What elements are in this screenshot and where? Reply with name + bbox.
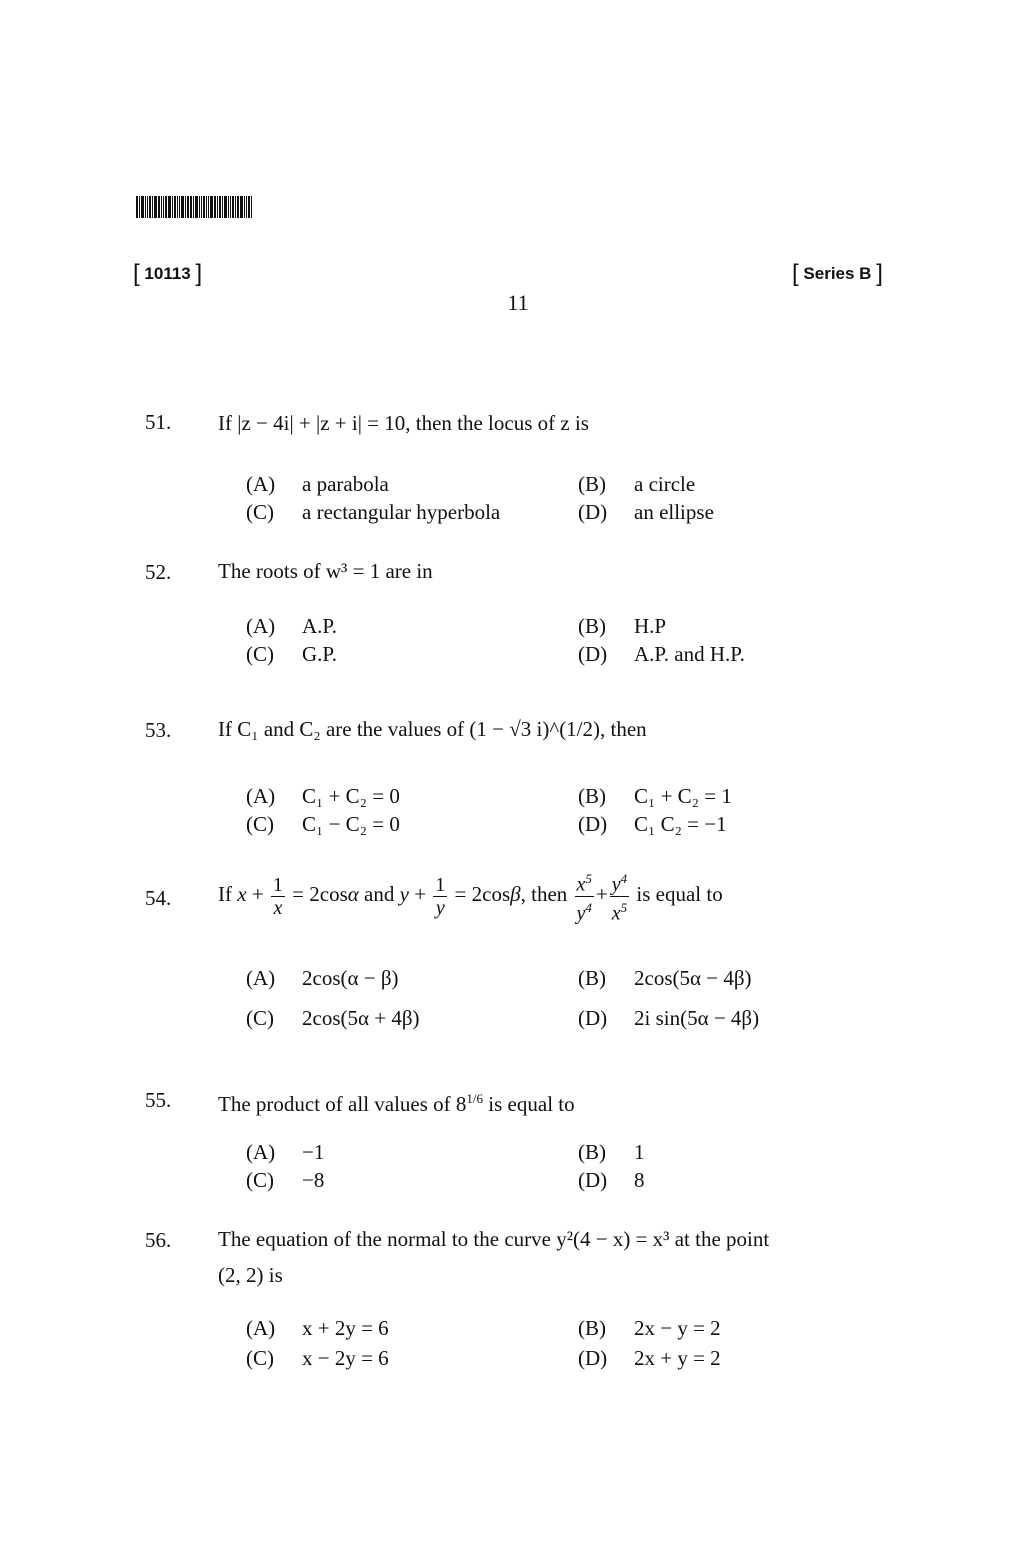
series-label: [ Series B ] (792, 260, 883, 287)
question-text: If |z − 4i| + |z + i| = 10, then the locus of z is (218, 411, 589, 435)
fraction: $\frac{1}{y}$ (435, 873, 446, 919)
option: (B) 1 (578, 1140, 645, 1164)
question-text-line1: The equation of the normal to the curve y²(4 − x) = x³ at the point (218, 1227, 770, 1251)
page-number: 11 (507, 290, 529, 315)
option: (A) C₁ + C₂ = 0 (246, 784, 400, 808)
option: (C) x − 2y = 6 (246, 1346, 389, 1370)
option: (B) 2cos(5α − 4β) (578, 966, 752, 990)
question-text-line2: (2, 2) is (218, 1263, 283, 1287)
option: (A) −1 (246, 1140, 325, 1164)
fraction: $\frac{y^4}{x^5}$ (610, 868, 629, 924)
option: (B) a circle (578, 472, 696, 496)
question-number: 52. (145, 560, 172, 584)
option: (B) 2x − y = 2 (578, 1316, 721, 1340)
paper-code: [ 10113 ] (133, 260, 203, 287)
paper-code-value: 10113 (144, 264, 191, 283)
question-number: 51. (145, 410, 172, 434)
option: (C) −8 (246, 1168, 325, 1192)
option: (C) G.P. (246, 642, 338, 666)
series-value: Series B (803, 264, 872, 283)
question-number: 56. (145, 1228, 172, 1252)
option: (C) 2cos(5α + 4β) (246, 1006, 420, 1030)
option: (A) x + 2y = 6 (246, 1316, 389, 1340)
option: (D) 2x + y = 2 (578, 1346, 721, 1370)
option: (D) an ellipse (578, 500, 714, 524)
option: (B) C₁ + C₂ = 1 (578, 784, 732, 808)
question-number: 55. (145, 1088, 172, 1112)
option: (A) A.P. (246, 614, 338, 638)
question-text: The product of all values of $8^{1/6}$ is equal to (218, 1091, 575, 1116)
option: (C) a rectangular hyperbola (246, 500, 501, 524)
option: (C) C₁ − C₂ = 0 (246, 812, 400, 836)
question-number: 54. (145, 886, 172, 910)
question-text: If C₁ and C₂ are the values of (1 − √3 i)^(1/2), then (218, 717, 647, 741)
option: (B) H.P (578, 614, 667, 638)
question-number: 53. (145, 718, 172, 742)
option: (D) 2i sin(5α − 4β) (578, 1006, 760, 1030)
barcode (136, 196, 300, 218)
question-text: The roots of w³ = 1 are in (218, 559, 433, 583)
option: (D) C₁ C₂ = −1 (578, 812, 727, 836)
fraction: $\frac{x^5}{y^4}$ (575, 868, 594, 924)
option: (A) 2cos(α − β) (246, 966, 399, 990)
fraction: $\frac{1}{x}$ (272, 873, 283, 919)
question-text: If x + $\frac{1}{x}$ = 2cosα and y + $\frac{1}{y}$ = 2cosβ, then $\frac{x^5}{y^4}$ + $\frac{y^4}{x^5}$ is equal to (218, 868, 723, 924)
option: (D) A.P. and H.P. (578, 642, 745, 666)
option: (D) 8 (578, 1168, 645, 1192)
option: (A) a parabola (246, 472, 389, 496)
